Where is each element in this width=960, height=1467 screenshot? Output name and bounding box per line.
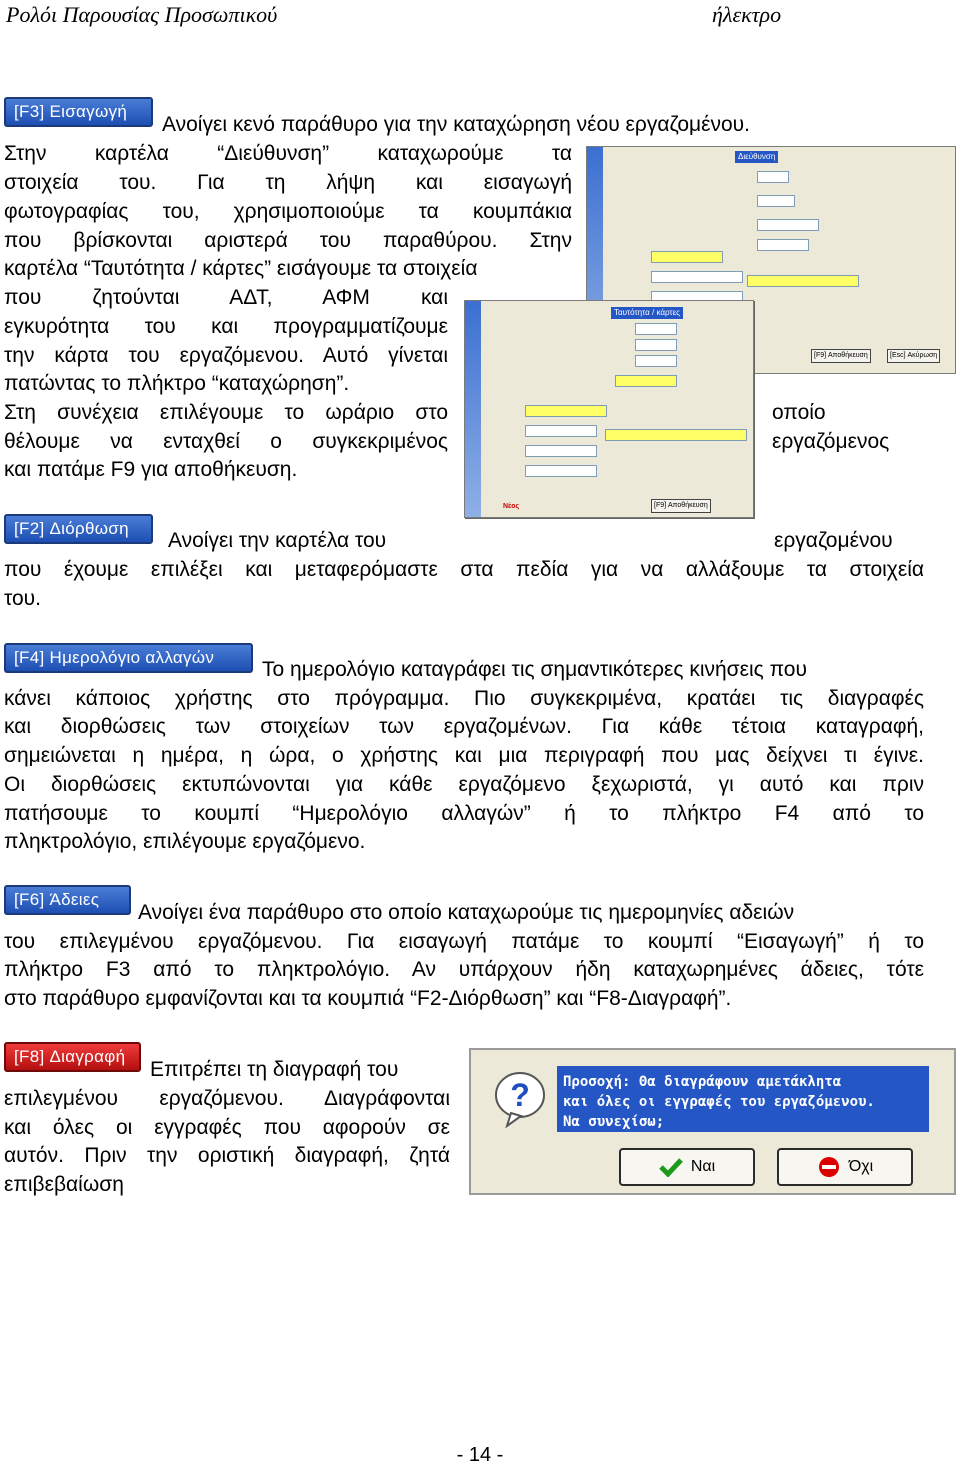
f3-line: και πατάμε F9 για αποθήκευση. (4, 458, 298, 481)
f8-delete-key: [F8] Διαγραφή (4, 1042, 141, 1072)
screenshot-cancel-button: [Esc] Ακύρωση (887, 349, 940, 363)
f4-line: κάνει κάποιος χρήστης στο πρόγραμμα. Πιο συγκεκριμένα, κρατάει τις διαγραφές (4, 687, 924, 710)
f6-line: στο παράθυρο εμφανίζονται και τα κουμπιά “F2-Διόρθωση” και “F8-Διαγραφή”. (4, 987, 732, 1010)
f2-line: εργαζομένου (774, 529, 893, 552)
f2-line: που έχουμε επιλέξει και μεταφερόμαστε στα πεδία για να αλλάξουμε τα στοιχεία (4, 558, 924, 581)
f2-line: του. (4, 587, 41, 610)
svg-text:?: ? (510, 1077, 530, 1113)
f8-first-line: Επιτρέπει τη διαγραφή του (150, 1058, 399, 1081)
f8-line: αυτόν. Πριν την οριστική διαγραφή, ζητά (4, 1144, 450, 1167)
f8-line: επιλεγμένου εργαζόμενου. Διαγράφονται (4, 1087, 450, 1110)
f3-first-line: Ανοίγει κενό παράθυρο για την καταχώρηση νέου εργαζομένου. (162, 113, 750, 136)
f3-line: καρτέλα “Ταυτότητα / κάρτες” εισάγουμε τα στοιχεία (4, 257, 478, 280)
f3-line: θέλουμε να ενταχθεί ο συγκεκριμένος (4, 430, 448, 453)
tab-id-cards: Ταυτότητα / κάρτες (611, 307, 683, 319)
document-title: Ρολόι Παρουσίας Προσωπικού (6, 2, 278, 27)
dialog-yes-button[interactable] (619, 1148, 755, 1186)
f3-insert-key: [F3] Εισαγωγή (4, 97, 153, 127)
f3-line: πατώντας το πλήκτρο “καταχώρηση”. (4, 372, 350, 395)
f6-leave-key: [F6] Άδειες (4, 885, 131, 915)
f6-line: του επιλεγμένου εργαζόμενου. Για εισαγωγή πατάμε το κουμπί “Εισαγωγή” ή το (4, 930, 924, 953)
dialog-no-button[interactable] (777, 1148, 913, 1186)
f4-line: σημειώνεται η ημέρα, η ώρα, ο χρήστης και μια περιγραφή που μας δείχνει τι έγινε. (4, 744, 924, 767)
f8-line: και όλες οι εγγραφές που αφορούν σε (4, 1116, 450, 1139)
f2-line: Ανοίγει την καρτέλα του (168, 529, 387, 552)
f3-line: στοιχεία του. Για τη λήψη και εισαγωγή (4, 171, 572, 194)
photo-toolbar (465, 301, 481, 517)
f4-changelog-key: [F4] Ημερολόγιο αλλαγών (4, 643, 253, 673)
page-number: - 14 - (456, 1444, 504, 1466)
f3-line: οποίο (772, 401, 826, 424)
f4-line: και διορθώσεις των στοιχείων των εργαζομένων. Για κάθε τέτοια καταγραφή, (4, 715, 924, 738)
f6-first-line: Ανοίγει ένα παράθυρο στο οποίο καταχωρούμε τις ημερομηνίες αδειών (138, 901, 795, 924)
f3-line: που βρίσκονται αριστερά του παραθύρου. Στην (4, 229, 572, 252)
f3-line: την κάρτα του εργαζόμενου. Αυτό γίνεται (4, 344, 448, 367)
employee-card-screenshot-front (464, 300, 754, 518)
f4-line: πατήσουμε το κουμπί “Ημερολόγιο αλλαγών” ή το πλήκτρο F4 από το (4, 802, 924, 825)
tab-address: Διεύθυνση (735, 151, 778, 163)
f8-line: επιβεβαίωση (4, 1173, 124, 1196)
f3-line: που ζητούνται ΑΔΤ, ΑΦΜ και (4, 286, 448, 309)
f3-line: Στην καρτέλα “Διεύθυνση” καταχωρούμε τα (4, 142, 572, 165)
f4-line: πληκτρολόγιο, επιλέγουμε εργαζόμενο. (4, 830, 366, 853)
dialog-no-label: Όχι (848, 1158, 874, 1175)
screenshot-new-label: Νέος (503, 503, 520, 510)
f3-line: φωτογραφίας του, χρησιμοποιούμε τα κουμπάκια (4, 200, 572, 223)
screenshot-save-button: [F9] Αποθήκευση (811, 349, 871, 363)
dialog-yes-label: Ναι (690, 1158, 716, 1175)
question-icon (493, 1068, 547, 1128)
f4-line: Οι διορθώσεις εκτυπώνονται για κάθε εργαζόμενο ξεχωριστά, γι αυτό και πριν (4, 773, 924, 796)
document-header-right: ήλεκτρο (712, 2, 782, 27)
f3-line: Στη συνέχεια επιλέγουμε το ωράριο στο (4, 401, 448, 424)
f3-line: εγκυρότητα του και προγραμματίζουμε (4, 315, 448, 338)
screenshot-save-button: [F9] Αποθήκευση (651, 499, 711, 513)
checkmark-icon (659, 1157, 683, 1177)
f3-line: εργαζόμενος (772, 430, 890, 453)
f2-edit-key: [F2] Διόρθωση (4, 514, 153, 544)
dialog-message: Προσοχή: Θα διαγράφουν αμετάκλητα και όλες οι εγγραφές του εργαζόμενου. Να συνεχίσω; (563, 1074, 875, 1130)
f4-first-line: Το ημερολόγιο καταγράφει τις σημαντικότερες κινήσεις που (262, 658, 807, 681)
delete-confirm-dialog (469, 1048, 956, 1195)
f6-line: πλήκτρο F3 από το πληκτρολόγιο. Αν υπάρχουν ήδη καταχωρημένες άδειες, τότε (4, 958, 924, 981)
no-entry-icon (817, 1155, 841, 1179)
